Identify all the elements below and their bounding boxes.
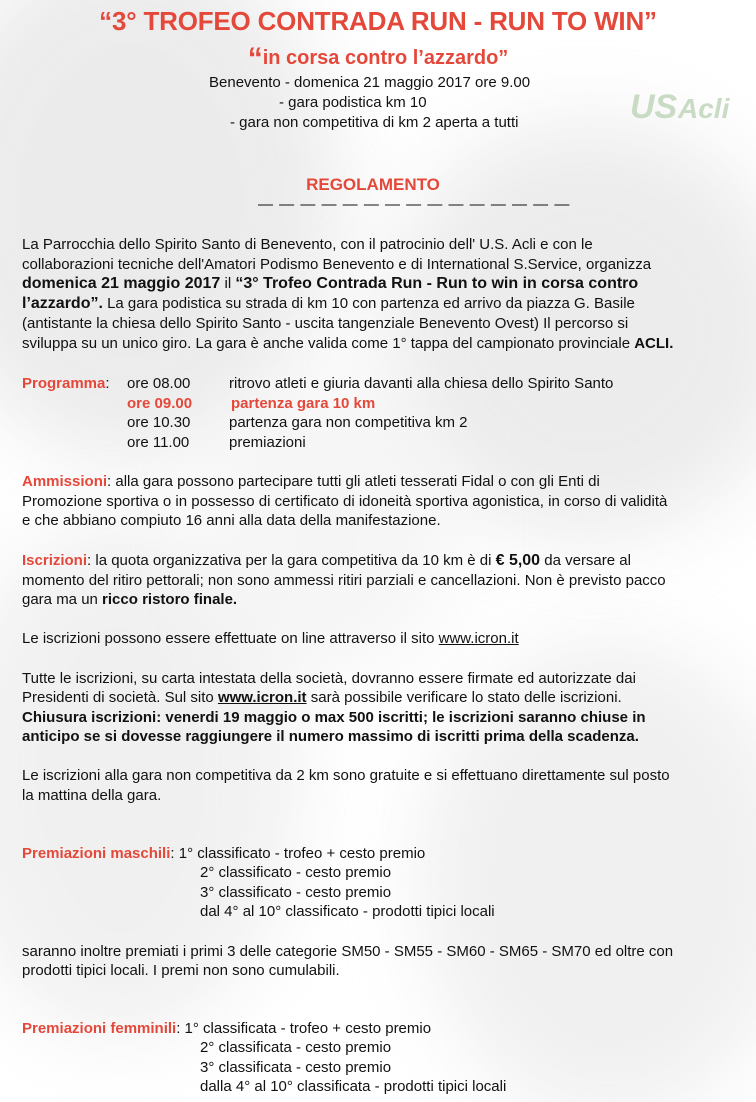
- ammissioni-line: Ammissioni: alla gara possono partecipare tutti gli atleti tesserati Fidal o con gli Enti di: [22, 473, 600, 490]
- event-date: Benevento - domenica 21 maggio 2017 ore 9.00: [209, 74, 531, 91]
- premi-f-item: dalla 4° al 10° classificata - prodotti tipici locali: [200, 1078, 507, 1095]
- programma-label: Programma: [22, 375, 106, 392]
- page-subtitle: [0, 42, 756, 76]
- noncomp-line: la mattina della gara.: [22, 787, 162, 804]
- premi-m-item: dal 4° al 10° classificato - prodotti tipici locali: [200, 903, 495, 920]
- programma-time: ore 09.00: [127, 395, 193, 412]
- iscrizioni-line: momento del ritiro pettorali; non sono ammessi ritiri parziali e cancellazioni. Non è previsto pacco: [22, 572, 666, 589]
- intro-date: domenica 21 maggio 2017: [22, 275, 221, 292]
- intro-line: l’azzardo”. La gara podistica su strada di km 10 con partenza ed arrivo da piazza G. Basile: [22, 295, 635, 312]
- event-race-2km: - gara non competitiva di km 2 aperta a tutti: [230, 114, 519, 131]
- premi-f-row: Premiazioni femminili: 1° classificata - trofeo + cesto premio: [22, 1020, 432, 1037]
- event-race-10km: - gara podistica km 10: [279, 94, 427, 111]
- programma-desc: partenza gara non competitiva km 2: [229, 414, 468, 431]
- ammissioni-line: e che abbiano compiuto 16 anni alla data della manifestazione.: [22, 512, 441, 529]
- premi-m-item: 2° classificato - cesto premio: [200, 864, 392, 881]
- logo-text: Acli: [678, 93, 730, 124]
- intro-line: La Parrocchia dello Spirito Santo di Benevento, con il patrocinio dell' U.S. Acli e con le: [22, 236, 593, 253]
- programma-time: ore 10.30: [127, 414, 191, 431]
- iscrizioni-fee: € 5,00: [495, 552, 541, 569]
- tutte-line: Presidenti di società. Sul sito www.icron.it sarà possibile verificare lo stato delle iscrizioni.: [22, 689, 622, 706]
- online-line: Le iscrizioni possono essere effettuate on line attraverso il sito www.icron.it: [22, 630, 519, 647]
- icron-link[interactable]: www.icron.it: [217, 689, 307, 706]
- iscrizioni-line: Iscrizioni: la quota organizzativa per la gara competitiva da 10 km è di € 5,00 da versare al: [22, 552, 631, 569]
- us-acli-logo: [628, 82, 732, 126]
- iscrizioni-label: Iscrizioni: [22, 552, 88, 569]
- premi-m-label: Premiazioni maschili: [22, 845, 171, 862]
- intro-event-name: “3° Trofeo Contrada Run - Run to win in corsa contro: [235, 275, 639, 292]
- subtitle-quote: “: [247, 42, 263, 75]
- premi-m-item: 3° classificato - cesto premio: [200, 884, 392, 901]
- noncomp-line: Le iscrizioni alla gara non competitiva da 2 km sono gratuite e si effettuano direttamente sul posto: [22, 767, 670, 784]
- premi-f-item: 3° classificata - cesto premio: [200, 1059, 392, 1076]
- tutte-line: Tutte le iscrizioni, su carta intestata della società, dovranno essere firmate ed autorizzate dai: [22, 670, 636, 687]
- programma-row: Programma:: [22, 375, 110, 392]
- programma-time: ore 08.00: [127, 375, 191, 392]
- intro-line: (antistante la chiesa dello Spirito Santo - uscita tangenziale Benevento Ovest) Il percorso si: [22, 315, 629, 332]
- premi-m-row: Premiazioni maschili: 1° classificato - trofeo + cesto premio: [22, 845, 426, 862]
- regolamento-title: REGOLAMENTO: [306, 175, 440, 194]
- programma-desc: premiazioni: [229, 434, 306, 451]
- logo-prefix: US: [630, 88, 678, 126]
- iscrizioni-line: gara ma un ricco ristoro finale.: [22, 591, 238, 608]
- ammissioni-line: Promozione sportiva o in possesso di certificato di idoneità sportiva agonistica, in corso di validità: [22, 493, 668, 510]
- intro-line: domenica 21 maggio 2017 il “3° Trofeo Contrada Run - Run to win in corsa contro: [22, 275, 639, 292]
- intro-line: collaborazioni tecniche dell'Amatori Podismo Benevento e di International S.Service, organizza: [22, 256, 652, 273]
- chiusura-line: anticipo se si dovesse raggiungere il numero massimo di iscritti prima della scadenza.: [22, 728, 639, 745]
- subtitle-text: in corsa contro l’azzardo”: [262, 47, 509, 69]
- regolamento-underline: — — — — — — — — — — — — — — —: [258, 196, 571, 213]
- programma-desc: ritrovo atleti e giuria davanti alla chiesa dello Spirito Santo: [229, 375, 614, 392]
- premi-f-label: Premiazioni femminili: [22, 1020, 177, 1037]
- us-acli-logo-icon: [628, 82, 732, 126]
- intro-line: sviluppa su un unico giro. La gara è anche valida come 1° tappa del campionato provinciale ACLI.: [22, 335, 674, 352]
- icron-link[interactable]: www.icron.it: [438, 630, 519, 647]
- ammissioni-label: Ammissioni: [22, 473, 108, 490]
- categorie-line: prodotti tipici locali. I premi non sono cumulabili.: [22, 962, 340, 979]
- page-title: “3° TROFEO CONTRADA RUN - RUN TO WIN”: [99, 6, 657, 36]
- programma-time: ore 11.00: [127, 434, 190, 451]
- categorie-line: saranno inoltre premiati i primi 3 delle categorie SM50 - SM55 - SM60 - SM65 - SM70 ed oltre con: [22, 943, 674, 960]
- premi-f-item: 2° classificata - cesto premio: [200, 1039, 392, 1056]
- programma-desc: partenza gara 10 km: [231, 395, 376, 412]
- chiusura-line: Chiusura iscrizioni: venerdi 19 maggio o max 500 iscritti; le iscrizioni saranno chiuse in: [22, 709, 646, 726]
